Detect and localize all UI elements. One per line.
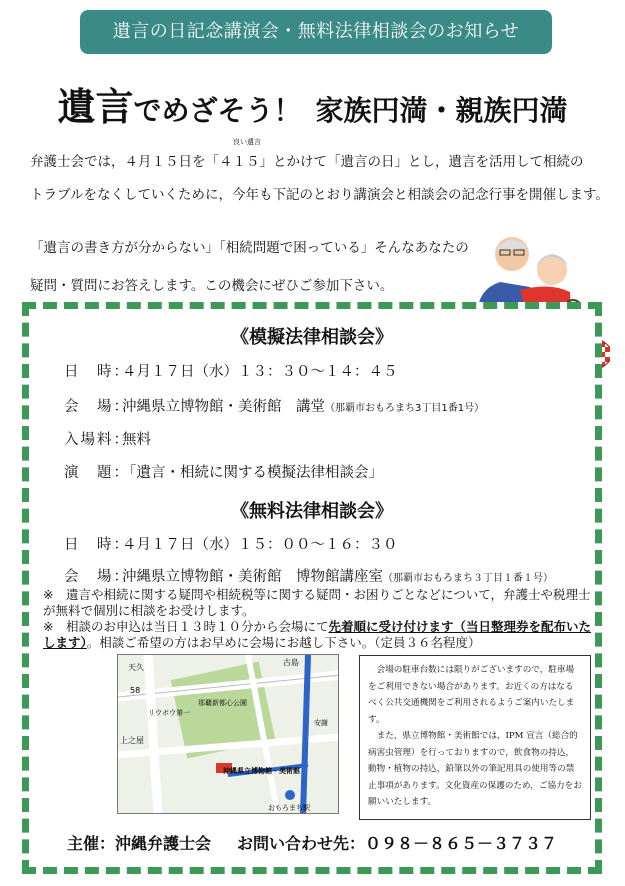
header-banner: 遺言の日記念講演会・無料法律相談会のお知らせ	[80, 10, 552, 54]
section2-date: 日 時：４月１７日（水）１５：００～１６：３０	[64, 537, 398, 553]
parking-notice-p2: また，県立博物館・美術館では，IPM 宣言（総合的病害虫管理）を行っておりますので，飲食物の持込，動物・植物の持込，鉛筆以外の筆記用具の使用等の禁止事項があります。文化資産の保護のため，ご協力をお願いいたします。	[368, 731, 582, 807]
section2-note2: ※ 相談のお申込は当日１３時１０分から会場にて先着順に受け付けます（当日整理券を配布いたします）。相談ご希望の方はお早めに会場にお越し下さい。（定員３６名程度）	[43, 619, 592, 650]
map-label-uenoya: 上之屋	[120, 736, 144, 745]
map-label-furujima: 古島	[283, 658, 299, 667]
organizer: 主催：沖縄弁護士会	[66, 834, 211, 853]
map-label-ryubo: リウボウ第一	[148, 709, 190, 717]
section1-fee: 入場料：無料	[64, 432, 151, 448]
page-headline	[40, 76, 585, 131]
map-label-route58: 58	[130, 686, 141, 695]
intro-line-3: 「遺言の書き方が分からない」「相続問題で困っている」そんなあなたの	[30, 240, 469, 256]
map-label-station: おもろまち駅	[268, 804, 310, 812]
intro-line-4: 疑問・質問にお答えします。この機会にぜひご参加下さい。	[30, 278, 394, 294]
ruby-annotation: 良い遺言	[233, 138, 261, 146]
map-label-aja: 安謝	[314, 719, 328, 727]
section1-venue: 会 場：沖縄県立博物館・美術館 講堂（那覇市おもろまち3丁目1番1号）	[64, 399, 485, 415]
section2-venue: 会 場：沖縄県立博物館・美術館 博物館講座室（那覇市おもろまち３丁目１番１号）	[64, 569, 553, 585]
access-map	[117, 654, 339, 814]
parking-notice-p1: 会場の駐車台数には限りがございますので，駐車場をご利用できない場合があります。お近くの方はなるべく公共交通機関をご利用されるようご案内いたします。	[368, 665, 575, 725]
section1-date: 日 時：４月１７日（水）１３：３０～１４：４５	[64, 364, 398, 380]
headline-part1: 遺言	[57, 84, 134, 129]
section2-title: 《無料法律相談会》	[231, 501, 393, 522]
parking-notice	[359, 655, 591, 820]
intro-line-2: トラブルをなくしていくために，今年も下記のとおり講演会と相談会の記念行事を開催します。	[30, 187, 609, 203]
headline-part2: でめざそう！	[133, 94, 302, 127]
map-label-park: 那覇新都心公園	[198, 699, 247, 707]
contact-phone: お問い合わせ先：０９８－８６５－３７３７	[237, 834, 558, 853]
footer	[29, 831, 595, 854]
map-label-museum: 沖縄県立博物館・美術館	[223, 767, 300, 775]
section1-title: 《模擬法律相談会》	[231, 327, 393, 348]
section2-note1: ※ 遺言や相続に関する疑問や相続税等に関する疑問・お困りごとなどについて，弁護士や税理士が無料で個別に相談をお受けします。	[43, 587, 591, 618]
event-details-frame	[22, 302, 602, 874]
map-label-ameku: 天久	[128, 663, 144, 672]
headline-part3: 家族円満・親族円満	[315, 94, 568, 127]
intro-line-1: 弁護士会では，４月１５日を「 良い遺言 ４１５」とかけて「遺言の日」とし，遺言を活用して相続の	[30, 138, 584, 170]
section1-theme: 演 題：「遺言・相続に関する模擬法律相談会」	[64, 465, 383, 481]
